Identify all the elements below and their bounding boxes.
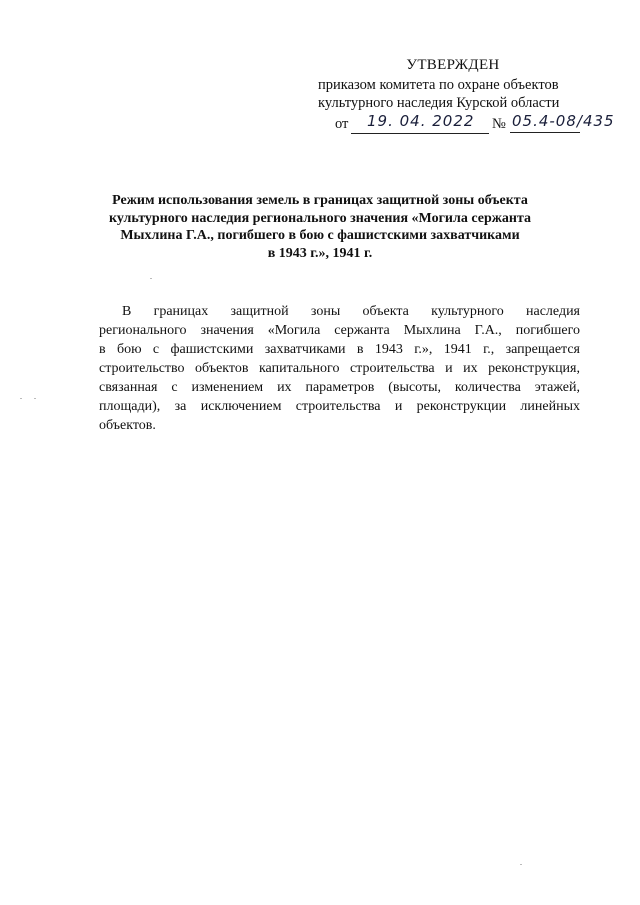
date-prefix: от xyxy=(335,116,349,132)
title-line: Мыхлина Г.А., погибшего в бою с фашистскими захватчиками xyxy=(120,228,520,243)
scan-speck xyxy=(520,864,522,865)
order-reference xyxy=(318,113,618,135)
title-line: в 1943 г.», 1941 г. xyxy=(267,245,373,261)
scan-speck xyxy=(150,278,152,279)
number-underline xyxy=(510,132,580,133)
number-prefix: № xyxy=(492,116,506,132)
body-line: объектов. xyxy=(99,418,156,433)
approval-title: УТВЕРЖДЕН xyxy=(406,57,500,73)
body-line: площади), за исключением строительства и реконструкции линейных xyxy=(99,399,580,414)
handwritten-number: 05.4-08/435 xyxy=(512,112,615,130)
body-line: регионального значения «Могила сержанта Мыхлина Г.А., погибшего xyxy=(99,323,580,338)
date-field xyxy=(351,112,489,134)
approval-line-2: культурного наследия Курской области xyxy=(318,95,560,111)
body-line: строительство объектов капитального строительства и их реконструкция, xyxy=(99,361,580,376)
body-line: связанная с изменением их параметров (высоты, количества этажей, xyxy=(99,380,580,395)
document-title xyxy=(96,192,544,262)
body-line: в бою с фашистскими захватчиками в 1943 г.», 1941 г., запрещается xyxy=(99,342,580,357)
handwritten-date: 19. 04. 2022 xyxy=(367,112,475,130)
number-field xyxy=(510,112,615,133)
scan-speck xyxy=(34,398,36,399)
scan-speck xyxy=(20,398,22,399)
approval-stamp xyxy=(318,56,618,135)
title-line: Режим использования земель в границах защитной зоны объекта xyxy=(112,193,528,208)
body-line: В границах защитной зоны объекта культурного наследия xyxy=(122,304,580,319)
title-line: культурного наследия регионального значения «Могила сержанта xyxy=(108,210,532,226)
approval-line-1: приказом комитета по охране объектов xyxy=(318,77,559,93)
body-paragraph xyxy=(99,302,580,435)
